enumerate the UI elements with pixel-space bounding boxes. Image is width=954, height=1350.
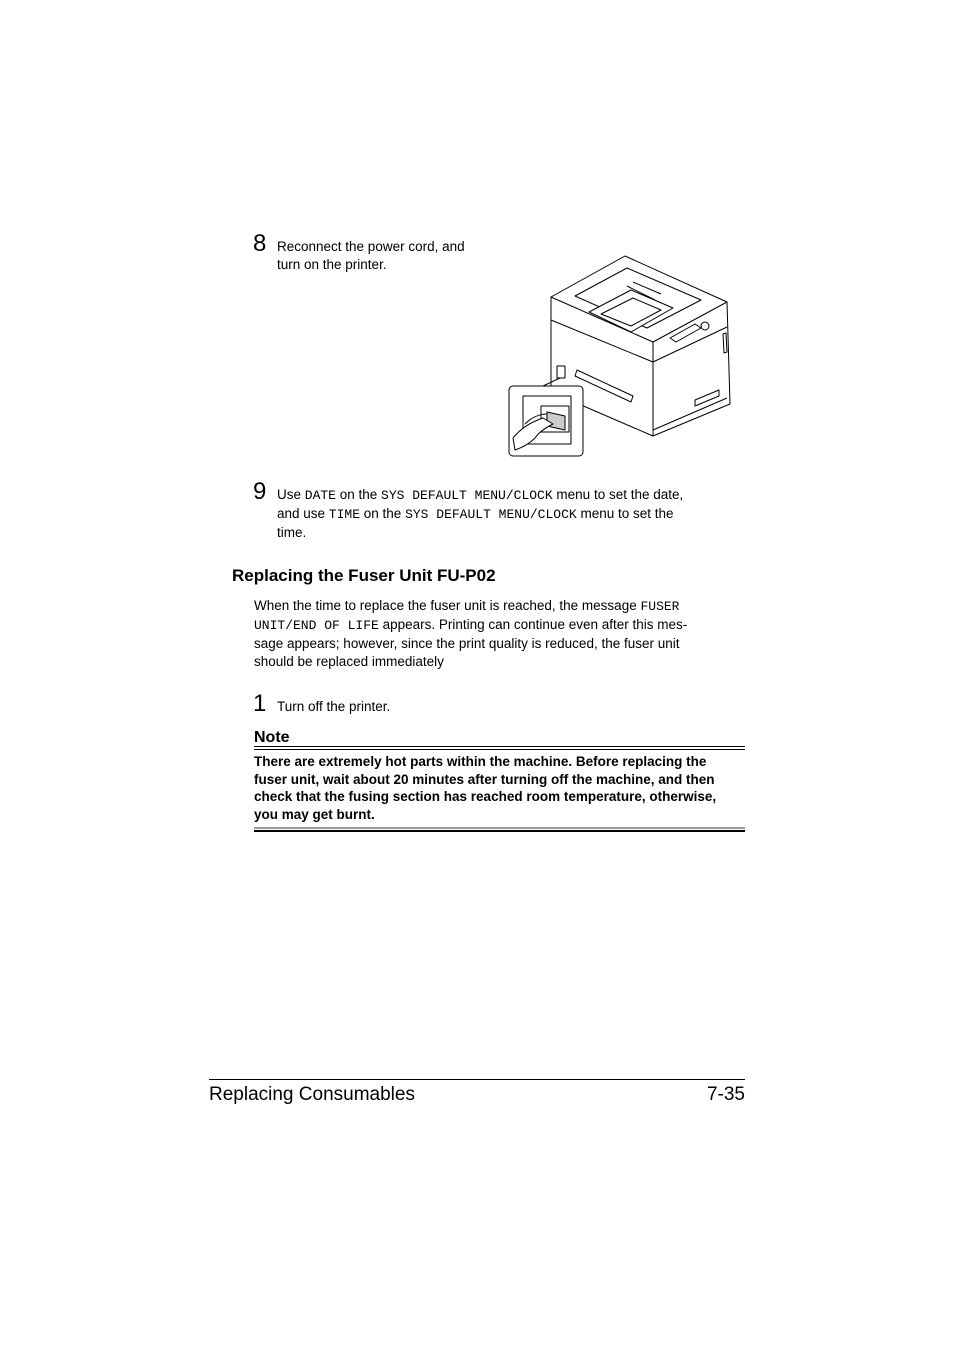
printer-illustration <box>505 252 737 460</box>
footer-section-title: Replacing Consumables <box>209 1084 415 1105</box>
note-line: fuser unit, wait about 20 minutes after turning off the machine, and then <box>254 771 715 787</box>
step-8-line2: turn on the printer. <box>277 257 387 272</box>
note-line: There are extremely hot parts within the machine. Before replacing the <box>254 754 707 769</box>
note-line: check that the fusing section has reached room temperature, otherwise, <box>254 789 717 805</box>
paragraph-line3: sage appears; however, since the print quality is reduced, the fuser unit <box>254 636 680 651</box>
step-9-number: 9 <box>253 478 267 505</box>
note-bottom-rule-2 <box>254 830 745 832</box>
footer-page-number: 7-35 <box>706 1084 745 1105</box>
note-line: you may get burnt. <box>254 806 375 822</box>
step-8-number: 8 <box>253 230 267 257</box>
step-8-text <box>277 238 465 274</box>
step-8-line1: Reconnect the power cord, and <box>277 239 465 254</box>
paragraph-line2: UNIT/END OF LIFE appears. Printing can continue even after this mes- <box>254 617 688 633</box>
note-bottom-rule <box>254 827 745 829</box>
step-9-line3: time. <box>277 525 307 540</box>
step-9-line2: and use TIME on the SYS DEFAULT MENU/CLOCK menu to set the <box>277 506 674 522</box>
step-1-text: Turn off the printer. <box>277 699 391 714</box>
step-9-line1: Use DATE on the SYS DEFAULT MENU/CLOCK menu to set the date, <box>277 487 684 503</box>
note-label: Note <box>254 729 290 746</box>
note-text <box>254 753 749 823</box>
note-top-rule-2 <box>254 749 745 750</box>
section-heading: Replacing the Fuser Unit FU-P02 <box>232 566 496 585</box>
section-paragraph <box>254 597 754 671</box>
note-top-rule <box>254 746 745 747</box>
step-1-number: 1 <box>253 690 267 717</box>
footer-rule <box>209 1079 745 1080</box>
paragraph-line4: should be replaced immediately <box>254 654 444 669</box>
paragraph-line1: When the time to replace the fuser unit is reached, the message FUSER <box>254 598 680 614</box>
step-9-text <box>277 486 747 542</box>
